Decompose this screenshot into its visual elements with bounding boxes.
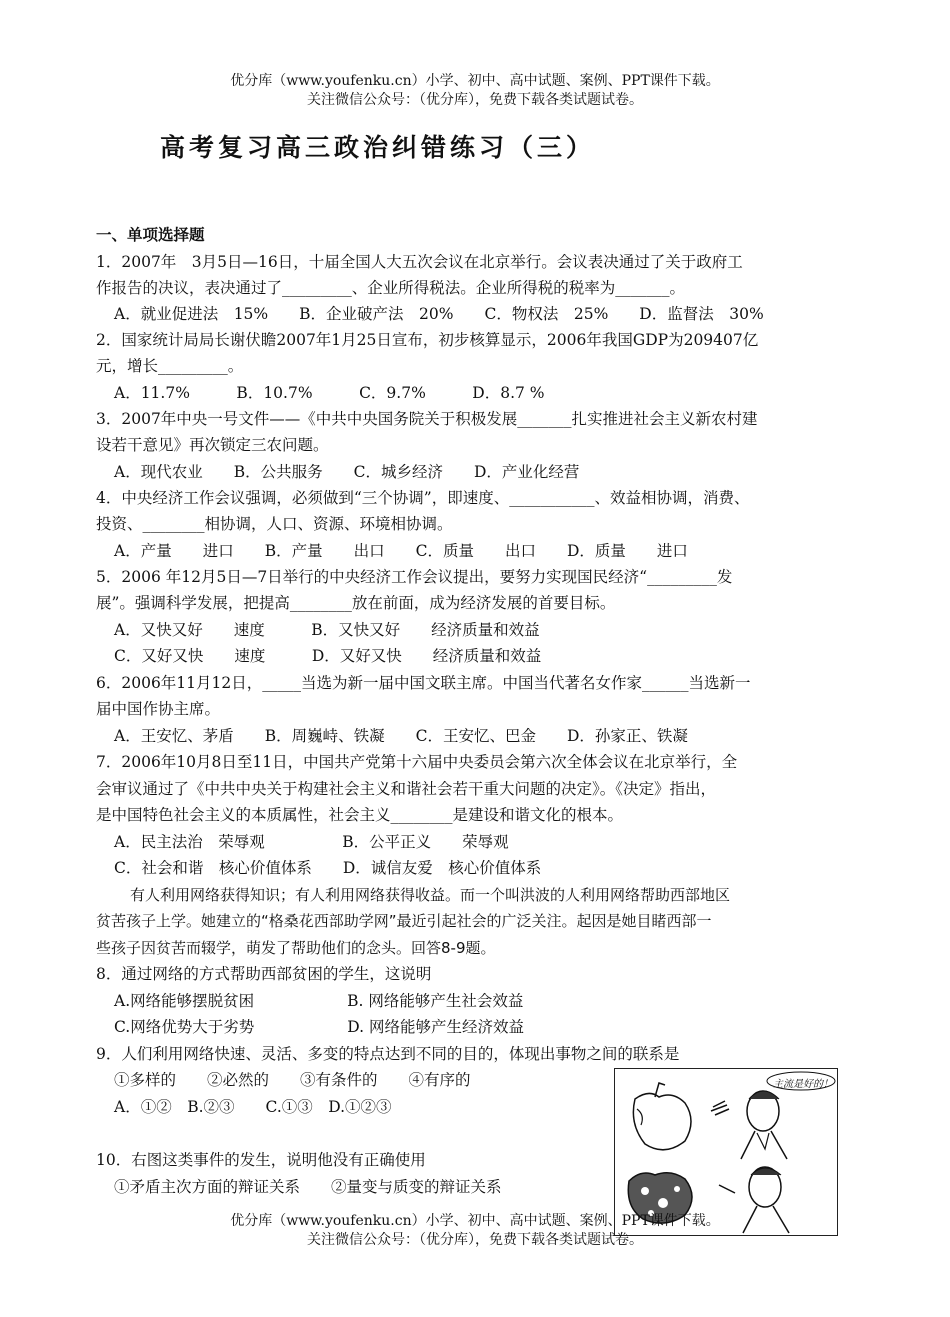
question-6-line-2: 届中国作协主席。	[96, 700, 221, 718]
question-4-line-2: 投资、________相协调，人口、资源、环境相协调。	[96, 515, 453, 533]
question-1-line-2: 作报告的决议，表决通过了_________、企业所得税法。企业所得税的税率为_______。	[96, 279, 686, 297]
question-6-line-1: 6．2006年11月12日，_____当选为新一届中国文联主席。中国当代著名女作家______当选新一	[96, 674, 751, 692]
question-8-options-ab: A.网络能够摆脱贫困 B. 网络能够产生社会效益	[114, 992, 524, 1010]
question-7-line-1: 7．2006年10月8日至11日，中国共产党第十六届中央委员会第六次全体会议在北京举行，全	[96, 753, 738, 771]
cartoon-figure	[614, 1068, 838, 1236]
passage-line-1: 有人利用网络获得知识；有人利用网络获得收益。而一个叫洪波的人利用网络帮助西部地区	[130, 886, 731, 904]
cartoon-speech-bubble: 主流是好的！	[773, 1079, 833, 1090]
question-2-line-1: 2．国家统计局局长谢伏瞻2007年1月25日宣布，初步核算显示，2006年我国GDP为209407亿	[96, 331, 759, 349]
question-3-line-2: 设若干意见》再次锁定三农问题。	[96, 436, 329, 454]
page-title: 高考复习高三政治纠错练习（三）	[160, 133, 596, 162]
question-9-stem: 9．人们利用网络快速、灵活、多变的特点达到不同的目的，体现出事物之间的联系是	[96, 1045, 680, 1063]
cartoon-drawing	[615, 1069, 837, 1235]
passage-line-2: 贫苦孩子上学。她建立的“格桑花西部助学网”最近引起社会的广泛关注。起因是她目睹西部一	[96, 912, 712, 930]
question-4-options: A．产量 进口 B．产量 出口 C．质量 出口 D．质量 进口	[114, 542, 688, 560]
question-8-stem: 8．通过网络的方式帮助西部贫困的学生，这说明	[96, 965, 432, 983]
question-5-options-cd: C．又好又快 速度 D．又好又快 经济质量和效益	[114, 647, 542, 665]
question-9-options: A．①② B.②③ C.①③ D.①②③	[114, 1098, 392, 1116]
question-1-line-1: 1．2007年 3月5日—16日，十届全国人大五次会议在北京举行。会议表决通过了关于政府工	[96, 253, 743, 271]
footer-line-1: 优分库（www.youfenku.cn）小学、初中、高中试题、案例、PPT课件下载。	[230, 1213, 720, 1229]
question-10-statements: ①矛盾主次方面的辩证关系 ②量变与质变的辩证关系	[114, 1178, 502, 1196]
passage-line-3: 些孩子因贫苦而辍学，萌发了帮助他们的念头。回答8-9题。	[96, 939, 496, 957]
section-heading: 一、单项选择题	[96, 226, 205, 244]
question-7-line-2: 会审议通过了《中共中央关于构建社会主义和谐社会若干重大问题的决定》。《决定》指出，	[96, 780, 717, 798]
question-5-line-1: 5．2006 年12月5日—7日举行的中央经济工作会议提出，要努力实现国民经济“_________发	[96, 568, 733, 586]
question-2-line-2: 元，增长_________。	[96, 357, 244, 375]
question-5-line-2: 展”。强调科学发展，把提高________放在前面，成为经济发展的首要目标。	[96, 594, 616, 612]
question-2-options: A．11.7% B．10.7% C．9.7% D．8.7 %	[114, 384, 545, 402]
footer-line-2: 关注微信公众号：（优分库），免费下载各类试题试卷。	[307, 1232, 643, 1248]
question-7-line-3: 是中国特色社会主义的本质属性，社会主义________是建设和谐文化的根本。	[96, 806, 624, 824]
question-3-options: A．现代农业 B．公共服务 C．城乡经济 D．产业化经营	[114, 463, 580, 481]
question-3-line-1: 3．2007年中央一号文件——《中共中央国务院关于积极发展_______扎实推进社会主义新农村建	[96, 410, 758, 428]
question-4-line-1: 4．中央经济工作会议强调，必须做到“三个协调”，即速度、___________、效益相协调，消费、	[96, 489, 750, 507]
question-1-options: A．就业促进法 15% B．企业破产法 20% C．物权法 25% D．监督法 30%	[114, 305, 764, 323]
header-line-2: 关注微信公众号：（优分库），免费下载各类试题试卷。	[307, 92, 643, 108]
question-5-options-ab: A．又快又好 速度 B．又快又好 经济质量和效益	[114, 621, 540, 639]
header-line-1: 优分库（www.youfenku.cn）小学、初中、高中试题、案例、PPT课件下载。	[230, 73, 720, 89]
question-8-options-cd: C.网络优势大于劣势 D. 网络能够产生经济效益	[114, 1018, 524, 1036]
question-10-stem: 10．右图这类事件的发生，说明他没有正确使用	[96, 1151, 426, 1169]
question-6-options: A．王安忆、茅盾 B．周巍峙、铁凝 C．王安忆、巴金 D．孙家正、铁凝	[114, 727, 688, 745]
question-7-options-cd: C．社会和谐 核心价值体系 D．诚信友爱 核心价值体系	[114, 859, 542, 877]
question-9-statements: ①多样的 ②必然的 ③有条件的 ④有序的	[114, 1071, 471, 1089]
question-7-options-ab: A．民主法治 荣辱观 B．公平正义 荣辱观	[114, 833, 509, 851]
